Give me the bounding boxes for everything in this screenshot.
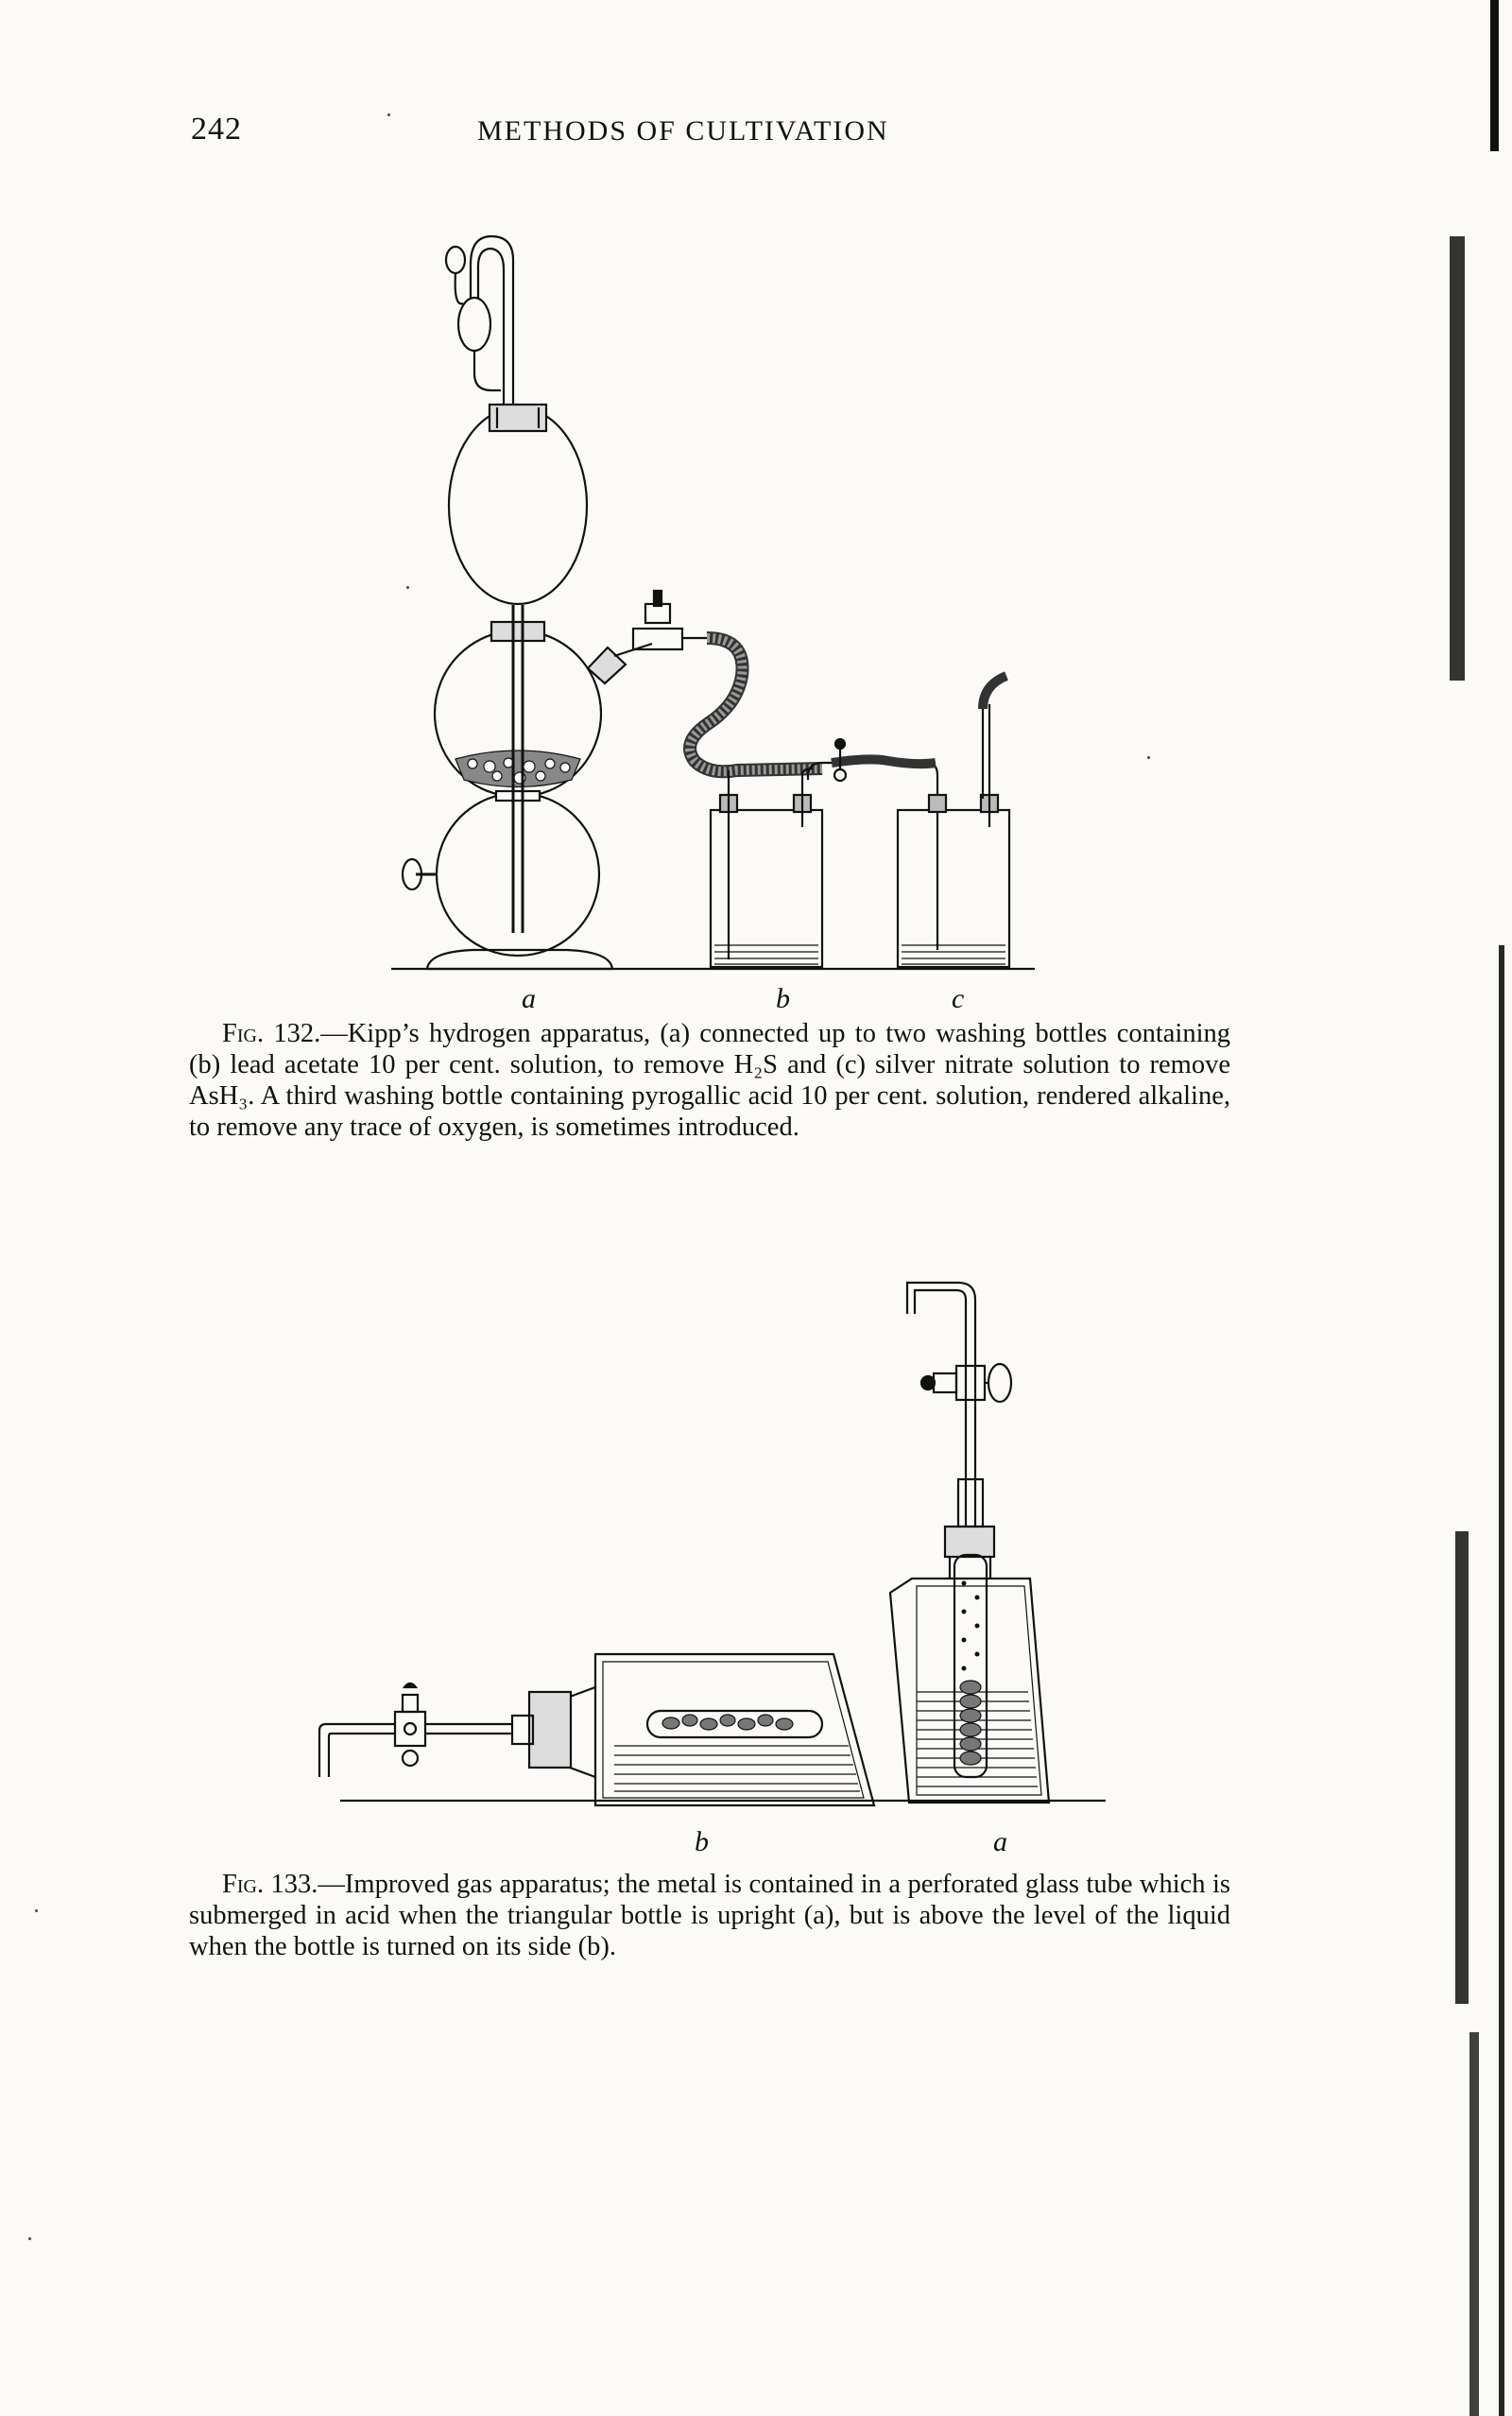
kipp-base — [427, 950, 612, 969]
figure-133-caption-number: 133. — [270, 1870, 318, 1899]
figure-133-caption-label: Fig. — [222, 1870, 265, 1899]
rubber-tubing — [690, 638, 822, 771]
scan-edge-mid — [1450, 236, 1465, 681]
page-number: 242 — [191, 112, 242, 147]
running-head: METHODS OF CULTIVATION — [477, 115, 889, 147]
figure-132-label-b: b — [776, 983, 790, 1014]
scan-edge-bottom — [1469, 2032, 1479, 2416]
figure-133-label-a: a — [993, 1826, 1007, 1857]
connecting-tube — [808, 763, 937, 950]
scan-edge-lower — [1455, 1531, 1469, 2004]
page-header — [0, 112, 1512, 159]
figure-133-caption-text: —Improved gas apparatus; the metal is contained in a perforated glass tube which is submerged in acid when the triangular bottle is upright (a), but is above the level of the liquid when the bottle is turned on its side (b). — [189, 1870, 1230, 1961]
washing-bottle-b — [711, 810, 822, 967]
bottle-b-liquid — [614, 1746, 860, 1791]
kipp-lower-globe — [437, 793, 599, 956]
stopcock-a — [956, 1366, 985, 1400]
washing-bottle-c — [898, 810, 1009, 967]
kipp-upper-bulb — [449, 407, 587, 604]
figure-132-label-c: c — [952, 983, 965, 1014]
tube-joint-a — [958, 1479, 983, 1527]
speck — [28, 2237, 31, 2240]
middle-stopper — [491, 622, 544, 641]
figure-132-label-a: a — [522, 983, 536, 1014]
speck — [1147, 756, 1150, 759]
stopcock-b — [395, 1712, 425, 1746]
figure-133-label-b: b — [695, 1826, 709, 1857]
scan-edge-right — [1499, 945, 1504, 2416]
safety-bulb-upper — [446, 247, 465, 273]
figure-133-caption — [189, 1869, 1230, 1962]
figure-133-illustration — [302, 1271, 1125, 1829]
figure-132-caption-label: Fig. — [222, 1019, 265, 1048]
figure-132-illustration — [378, 232, 1058, 988]
speck — [35, 1909, 38, 1912]
hydrogen-stopcock — [633, 629, 682, 649]
outlet-tube — [983, 676, 1006, 709]
safety-bulb-lower — [458, 298, 490, 351]
stopper-a — [945, 1527, 994, 1557]
figure-132-caption — [189, 1018, 1230, 1143]
figure-132-caption-number: 132. — [273, 1019, 321, 1048]
figure-132-caption-text: —Kipp’s hydrogen apparatus, (a) connected up to two washing bottles containing (b) lead acetate 10 per cent. solution, to remove H₂S and (c) silver nitrate solution to remove AsH₃. A third washing bottle containing pyrogallic acid 10 per cent. solution, rendered alkaline, to remove any trace of oxygen, is sometimes introduced. — [189, 1019, 1230, 1142]
